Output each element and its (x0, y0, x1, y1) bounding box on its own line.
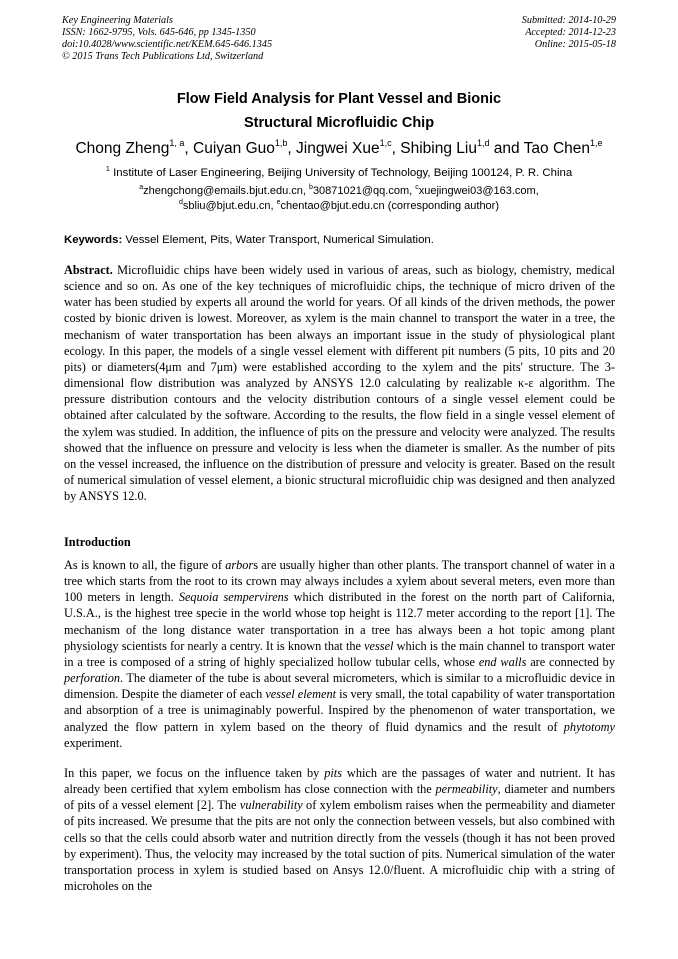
paper-title-line-2: Structural Microfluidic Chip (243, 115, 435, 131)
text-run: of xylem embolism raises when the permeability and diameter of pits increased. We presume that the pits are not only the connection between vessels, but also combined with cells so that the cells could absorb water and nutrition directly from the vessels (though it has not been proved by experiment). Thus, the velocity may increased by the total suction of pits. Numerical simulation of the water transportation process in xylem is studied based on Ansys 12.0/fluent. A microfluidic chip with a string of microholes on the (64, 798, 615, 894)
emails-line-2 (0, 199, 678, 212)
author-separator: , (287, 140, 297, 157)
submitted-date: Submitted: 2014-10-29 (521, 15, 616, 26)
section-heading-introduction: Introduction (64, 535, 131, 549)
italic-term: pits (324, 766, 342, 780)
abstract-label: Abstract. (64, 263, 113, 277)
abstract (64, 262, 615, 504)
text-run: s are usually higher than other plants. The transport channel of water in a tree which starts from the root to its crown may always includes a xylem about several meters, even more than 100 meters in length. (64, 558, 616, 605)
emails-line-1 (0, 184, 678, 197)
journal-name: Key Engineering Materials (62, 15, 173, 26)
email-address: zhengchong@emails.bjut.edu.cn, (143, 185, 310, 197)
introduction-paragraph-2 (64, 765, 615, 894)
italic-term: vessel element (265, 687, 337, 702)
email-address: chentao@bjut.edu.cn (corresponding author) (280, 200, 500, 212)
author-separator: and (489, 140, 524, 157)
accepted-date: Accepted: 2014-12-23 (525, 27, 616, 38)
author-affiliation-marker: 1,b (274, 138, 288, 148)
italic-term: end walls (478, 654, 527, 669)
email-address: sbliu@bjut.edu.cn, (182, 200, 277, 212)
text-run: which distributed in the forest on the north part of California, U.S.A., is the highest tree specie in the world whose top height is 112.7 meter according to the report [1]. The mechanism of the long distance water transportation in a tree has always been a hot topic among plant physiology scientists for nearly a centry. It is known that the (64, 590, 615, 653)
introduction-paragraph-1 (64, 557, 615, 751)
text-run: are connected by (526, 654, 615, 669)
author-name: Jingwei Xue (296, 140, 380, 157)
keywords (64, 234, 434, 246)
author-affiliation-marker: 1,d (476, 138, 490, 148)
italic-term: arbor (225, 558, 254, 572)
italic-term: phytotomy (563, 719, 615, 734)
author-name: Chong Zheng (75, 140, 170, 157)
text-run: , diameter and numbers of pits of a vessel element [2]. The (64, 782, 616, 813)
doi-line: doi:10.4028/www.scientific.net/KEM.645-646.1345 (62, 39, 273, 50)
author-list (0, 138, 678, 158)
keywords-label: Keywords: (64, 234, 123, 246)
copyright-line: © 2015 Trans Tech Publications Ltd, Switzerland (62, 51, 264, 62)
email-address: 30871021@qq.com, (312, 185, 416, 197)
email-address: xuejingwei03@163.com, (418, 185, 539, 197)
online-date: Online: 2015-05-18 (534, 39, 616, 50)
affiliation-text: Institute of Laser Engineering, Beijing University of Technology, Beijing 100124, P. R. China (109, 167, 573, 179)
author-affiliation-marker: 1,c (379, 138, 392, 148)
author-name: Cuiyan Guo (193, 140, 275, 157)
author-separator: , (184, 140, 194, 157)
text-run: which are the passages of water and nutrient. It has already been certified that xylem embolism has close connection with the (64, 766, 615, 797)
affiliation-marker: 1 (105, 164, 110, 173)
email-marker: b (309, 184, 313, 191)
intro-p2 (64, 765, 615, 894)
paper-title-line-1: Flow Field Analysis for Plant Vessel and Bionic (176, 91, 502, 107)
intro-p1 (64, 557, 615, 751)
abstract-text: Microfluidic chips have been widely used in various of areas, such as biology, chemistry, medical science and so on. As one of the key techniques of microfluidic chips, the technique of micro driven of the water has been studied by experts all around the world for years. Of all kinds of the driven methods, the power costed by bionic driven is lowest. Moreover, as xylem is the main channel to transport the water in a tree, the mechanism of water transportation has been always an important issue in the study of physiological plant ecology. In this paper, the models of a single vessel element with different pit numbers (5 pits, 10 pits and 20 pits) or diameters(4μm and 7μm) were established according to the xylem and the pits' structure. The 3-dimensional flow distribution was analyzed by ANSYS 12.0 calculating by realizable κ-ε algorithm. The pressure distribution contours and the velocity distribution contours of a single vessel element could be obtained after calculated by the software. According to the results, the flow field in a single vessel element of the xylem was studied. In addition, the influence of pits on the pressure and velocity were analyzed. The results showed that the influence on pressure and velocity is less when the diameter is smaller. As the number of pits on the vessel increased, the influence on the distribution of pressure and velocity is greater. Based on the result of numerical simulation of vessel element, a bionic structural microfluidic chip was designed and then analyzed by ANSYS 12.0. (64, 263, 615, 504)
keywords-text: Vessel Element, Pits, Water Transport, Numerical Simulation. (122, 234, 434, 246)
text-run: In this paper, we focus on the influence taken by (64, 766, 325, 780)
email-marker: d (178, 199, 183, 206)
italic-term: permeability (435, 782, 498, 797)
author-affiliation-marker: 1,e (590, 138, 603, 148)
email-marker: e (276, 199, 281, 206)
journal-info (62, 15, 272, 63)
text-run: is very small, the total capability of water transportation and absorption of a tree is unimaginably powerful. Inspired by the phenomenon of water transportation, we analyzed the flow pattern in xylem based on the theory of fluid dynamics and the result of (64, 687, 616, 734)
italic-term: vulnerability (239, 798, 303, 813)
text-run: . The diameter of the tube is about several micrometers, which is similar to a microfluidic device in dimension. Despite the diameter of each (64, 671, 615, 702)
author-separator: , (391, 140, 401, 157)
author-name: Tao Chen (523, 140, 591, 157)
text-run: As is known to all, the figure of (64, 558, 226, 572)
italic-term: vessel (364, 638, 394, 653)
issn-line: ISSN: 1662-9795, Vols. 645-646, pp 1345-1350 (62, 27, 256, 38)
email-marker: a (139, 184, 144, 191)
author-affiliation-marker: 1, a (169, 138, 185, 148)
email-marker: c (415, 184, 419, 191)
text-run: which is the main channel to transport water in a tree is composed of a string of highly specialized hollow tubular cells, whose (64, 638, 616, 669)
affiliation (0, 164, 678, 179)
italic-term: perforation (64, 671, 121, 686)
italic-term: Sequoia sempervirens (178, 590, 289, 605)
dates-info (522, 15, 616, 51)
text-run: experiment. (64, 735, 123, 750)
author-name: Shibing Liu (400, 140, 477, 157)
